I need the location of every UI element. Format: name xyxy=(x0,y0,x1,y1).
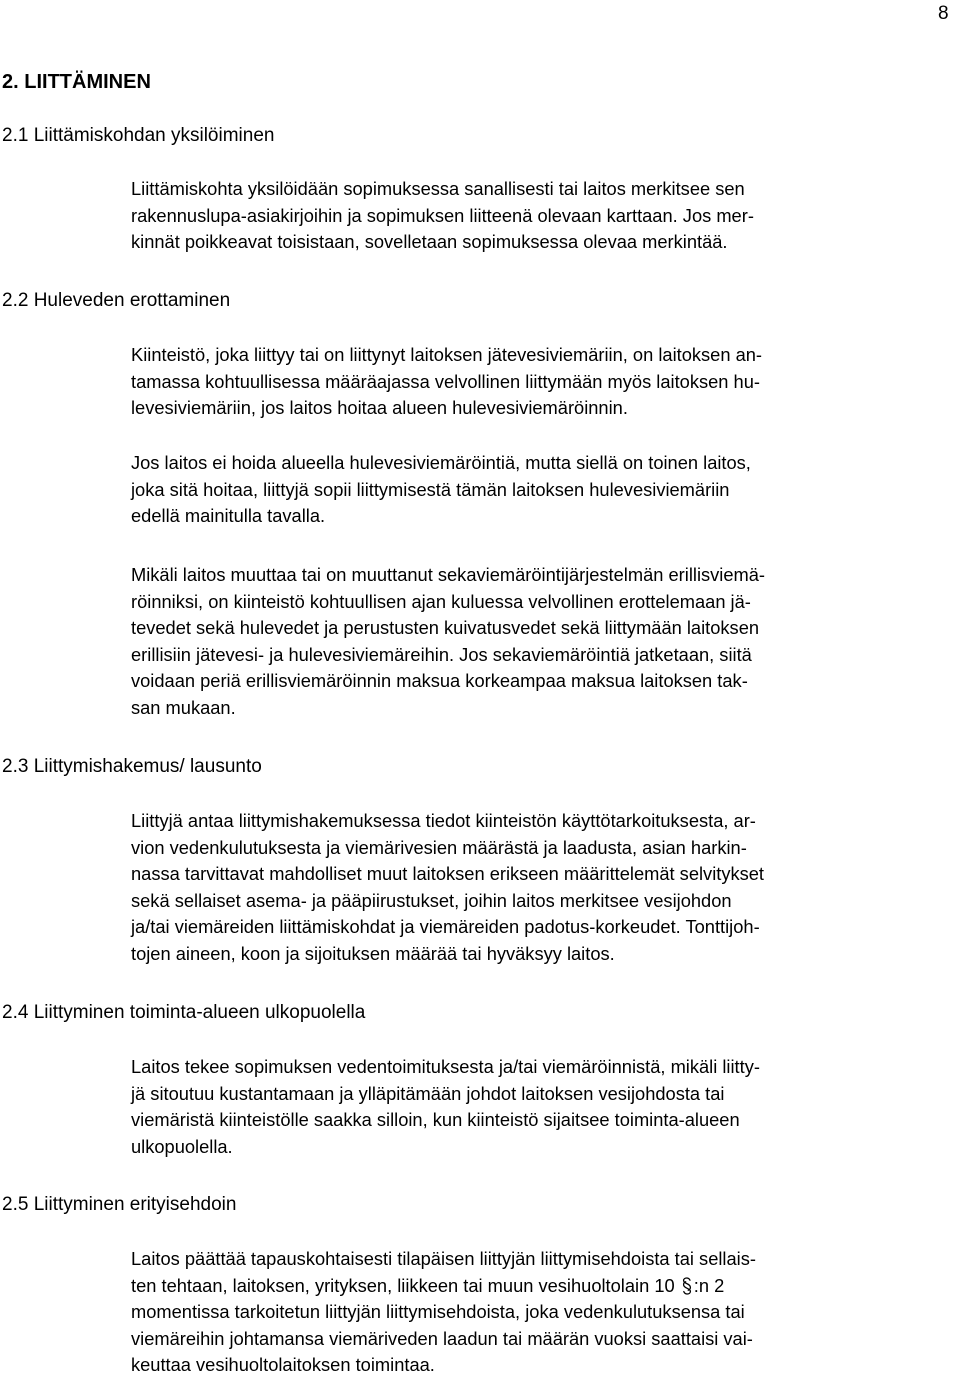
text-line: joka sitä hoitaa, liittyjä sopii liittymisestä tämän laitoksen hulevesiviemäriin xyxy=(131,478,730,500)
page-number: 8 xyxy=(938,3,949,24)
text-line: momentissa tarkoitetun liittyjän liittymisehdoista, joka vedenkulutuksensa tai xyxy=(131,1301,745,1322)
text-line: Laitos päättää tapauskohtaisesti tilapäisen liittyjän liittymisehdoista tai sellais- xyxy=(131,1248,756,1269)
text-line: viemäristä kiinteistölle saakka silloin, kun kiinteistö sijaitsee toiminta-alueen xyxy=(131,1109,740,1130)
text-line: tamassa kohtuullisessa määräajassa velvollinen liittymään myös laitoksen hu- xyxy=(131,370,760,392)
text-line: ja/tai viemäreiden liittämiskohdat ja viemäreiden padotus-korkeudet. Tonttijoh- xyxy=(131,916,760,937)
text-line: Jos laitos ei hoida alueella hulevesiviemäröintiä, mutta siellä on toinen laitos, xyxy=(131,452,751,473)
text-line: vion vedenkulutuksesta ja viemärivesien määrästä ja laadusta, asian harkin- xyxy=(131,836,747,858)
paragraph-2-2-2 xyxy=(131,450,751,530)
paragraph-2-2-1 xyxy=(131,342,762,422)
section-title-2-2: 2.2 Huleveden erottaminen xyxy=(2,290,231,311)
paragraph-2-4-1 xyxy=(131,1054,760,1160)
text-line: Laitos tekee sopimuksen vedentoimituksesta ja/tai viemäröinnistä, mikäli liitty- xyxy=(131,1056,760,1077)
section-sign-icon xyxy=(681,1276,693,1294)
section-title-2-5: 2.5 Liittyminen erityisehdoin xyxy=(2,1194,237,1215)
text-line-with-section-sign xyxy=(131,1273,756,1300)
text-line: san mukaan. xyxy=(131,696,236,718)
text-line: rakennuslupa-asiakirjoihin ja sopimuksen liitteenä olevaan karttaan. Jos mer- xyxy=(131,204,754,226)
text-line: kinnät poikkeavat toisistaan, sovelletaan sopimuksessa olevaa merkintää. xyxy=(131,231,728,252)
chapter-title: 2. LIITTÄMINEN xyxy=(2,71,151,93)
text-line: edellä mainitulla tavalla. xyxy=(131,505,326,526)
text-line: nassa tarvittavat mahdolliset muut laitoksen erikseen määrittelemät selvitykset xyxy=(131,863,765,884)
text-line: sekä sellaiset asema- ja pääpiirustukset, joihin laitos merkitsee vesijohdon xyxy=(131,889,732,911)
text-line: Liittämiskohta yksilöidään sopimuksessa sanallisesti tai laitos merkitsee sen xyxy=(131,178,745,199)
text-line: jä sitoutuu kustantamaan ja ylläpitämään johdot laitoksen vesijohdosta tai xyxy=(131,1082,725,1104)
section-title-2-1: 2.1 Liittämiskohdan yksilöiminen xyxy=(2,125,275,146)
text-line: viemäreihin johtamansa viemäriveden laadun tai määrän vuoksi saattaisi vai- xyxy=(131,1327,753,1349)
section-title-2-3: 2.3 Liittymishakemus/ lausunto xyxy=(2,756,262,777)
text-line: röinniksi, on kiinteistö kohtuullisen ajan kuluessa velvollinen erottelemaan jä- xyxy=(131,590,751,612)
text-line: erillisiin jätevesi- ja hulevesiviemäreihin. Jos sekaviemäröintiä jatketaan, siitä xyxy=(131,643,752,665)
text-line: Kiinteistö, joka liittyy tai on liittynyt laitoksen jätevesiviemäriin, on laitoksen an- xyxy=(131,344,762,365)
text-line-segment: :n 2 xyxy=(693,1274,725,1296)
section-title-2-4: 2.4 Liittyminen toiminta-alueen ulkopuolella xyxy=(2,1002,366,1023)
text-line: keuttaa vesihuoltolaitoksen toimintaa. xyxy=(131,1354,435,1375)
text-line: levesiviemäriin, jos laitos hoitaa alueen hulevesiviemäröinnin. xyxy=(131,397,628,418)
paragraph-2-5-1 xyxy=(131,1246,756,1379)
text-line: ulkopuolella. xyxy=(131,1135,233,1157)
text-line: Liittyjä antaa liittymishakemuksessa tiedot kiinteistön käyttötarkoituksesta, ar- xyxy=(131,810,756,831)
paragraph-2-3-1 xyxy=(131,808,764,967)
text-line: Mikäli laitos muuttaa tai on muuttanut sekaviemäröintijärjestelmän erillisviemä- xyxy=(131,564,766,585)
paragraph-2-2-3 xyxy=(131,562,765,721)
text-line-segment: ten tehtaan, laitoksen, yrityksen, liikkeen tai muun vesihuoltolain 10 xyxy=(131,1274,675,1296)
text-line: voidaan periä erillisviemäröinnin maksua korkeampaa maksua laitoksen tak- xyxy=(131,670,748,691)
text-line: tojen aineen, koon ja sijoituksen määrää tai hyväksyy laitos. xyxy=(131,942,615,964)
paragraph-2-1-1 xyxy=(131,176,754,256)
text-line: tevedet sekä hulevedet ja perustusten kuivatusvedet sekä liittymään laitoksen xyxy=(131,617,760,638)
